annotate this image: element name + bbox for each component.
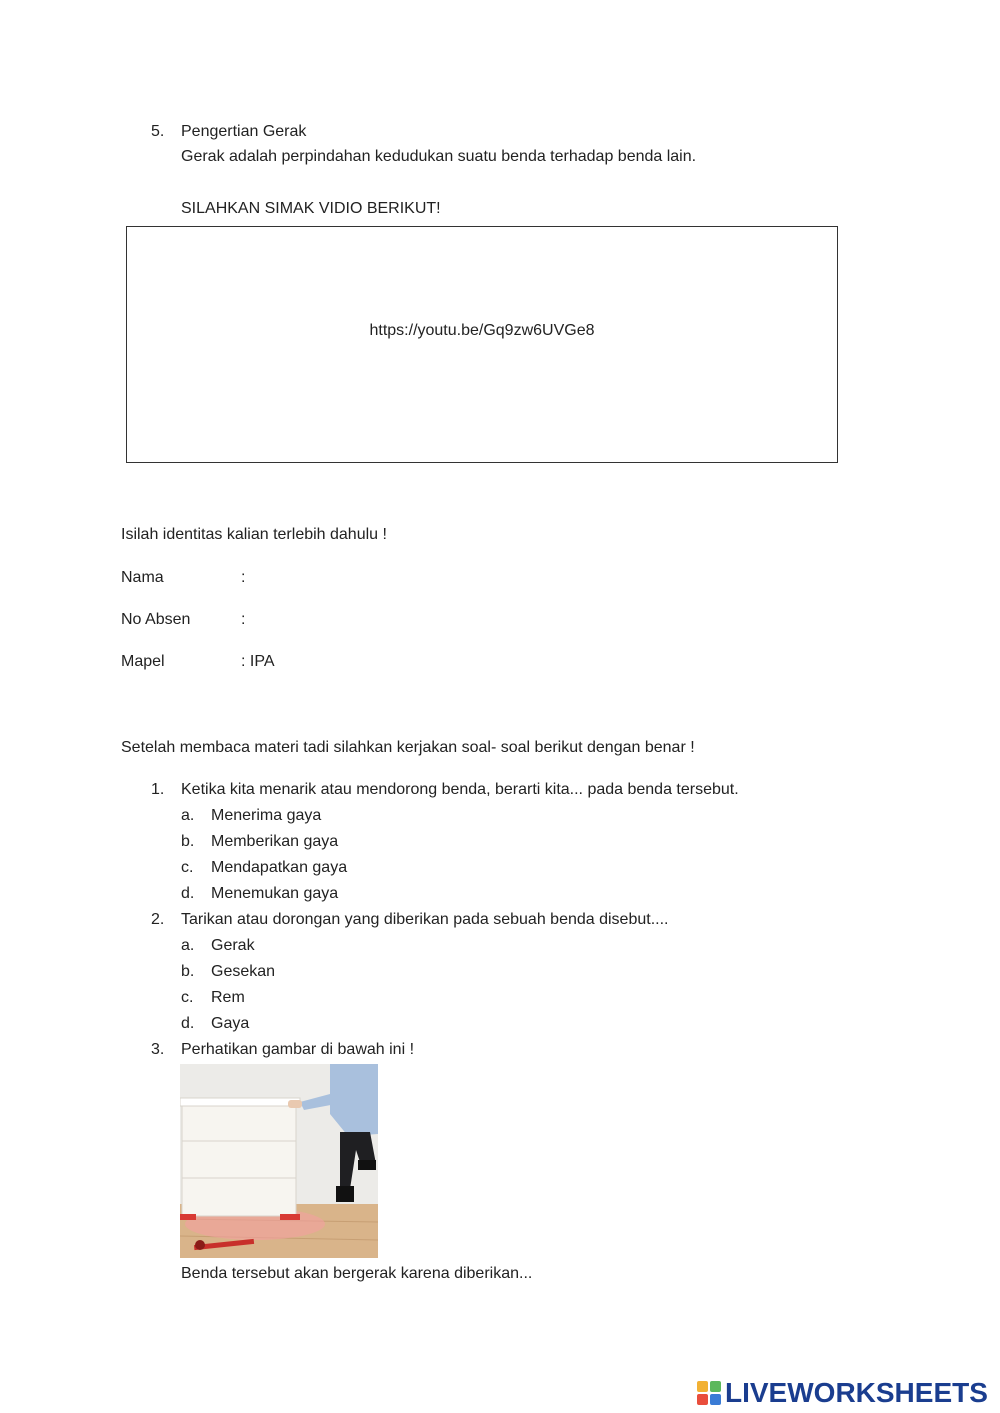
question-number: 1. xyxy=(151,781,165,798)
option-letter: b. xyxy=(181,833,195,850)
option-letter: c. xyxy=(181,859,194,876)
question-follow-up: Benda tersebut akan bergerak karena diberikan... xyxy=(181,1265,533,1282)
question-number: 3. xyxy=(151,1041,165,1058)
question-text: Tarikan atau dorongan yang diberikan pada sebuah benda disebut.... xyxy=(181,911,669,928)
field-label-no-absen: No Absen xyxy=(121,611,191,628)
definition-text: Gerak adalah perpindahan kedudukan suatu benda terhadap benda lain. xyxy=(181,148,697,165)
video-box xyxy=(126,226,838,463)
section-title: Pengertian Gerak xyxy=(181,123,307,140)
option-letter: c. xyxy=(181,989,194,1006)
question-text: Ketika kita menarik atau mendorong benda, berarti kita... pada benda tersebut. xyxy=(181,781,739,798)
field-label-nama: Nama xyxy=(121,569,164,586)
option-text[interactable]: Rem xyxy=(211,989,245,1006)
question-photo xyxy=(180,1064,378,1258)
option-letter: b. xyxy=(181,963,195,980)
option-text[interactable]: Gerak xyxy=(211,937,255,954)
video-instruction: SILAHKAN SIMAK VIDIO BERIKUT! xyxy=(181,200,441,217)
quiz-intro: Setelah membaca materi tadi silahkan kerjakan soal- soal berikut dengan benar ! xyxy=(121,739,695,756)
option-text[interactable]: Memberikan gaya xyxy=(211,833,339,850)
option-text[interactable]: Mendapatkan gaya xyxy=(211,859,348,876)
option-letter: a. xyxy=(181,807,195,824)
section-number: 5. xyxy=(151,123,165,140)
pushing-cabinet-illustration xyxy=(180,1064,378,1258)
logo-mark-icon xyxy=(697,1381,721,1405)
field-value-nama[interactable]: : xyxy=(241,569,246,586)
option-letter: a. xyxy=(181,937,195,954)
field-value-no-absen[interactable]: : xyxy=(241,611,246,628)
question-text: Perhatikan gambar di bawah ini ! xyxy=(181,1041,415,1058)
video-link[interactable]: https://youtu.be/Gq9zw6UVGe8 xyxy=(369,322,595,339)
field-value-mapel: : IPA xyxy=(241,653,275,670)
logo-text: LIVEWORKSHEETS xyxy=(725,1377,988,1408)
liveworksheets-logo[interactable] xyxy=(697,1376,988,1410)
field-label-mapel: Mapel xyxy=(121,653,165,670)
question-number: 2. xyxy=(151,911,165,928)
identity-intro: Isilah identitas kalian terlebih dahulu ! xyxy=(121,526,387,543)
option-letter: d. xyxy=(181,1015,195,1032)
option-text[interactable]: Menemukan gaya xyxy=(211,885,339,902)
option-letter: d. xyxy=(181,885,195,902)
option-text[interactable]: Gaya xyxy=(211,1015,250,1032)
option-text[interactable]: Gesekan xyxy=(211,963,276,980)
option-text[interactable]: Menerima gaya xyxy=(211,807,322,824)
